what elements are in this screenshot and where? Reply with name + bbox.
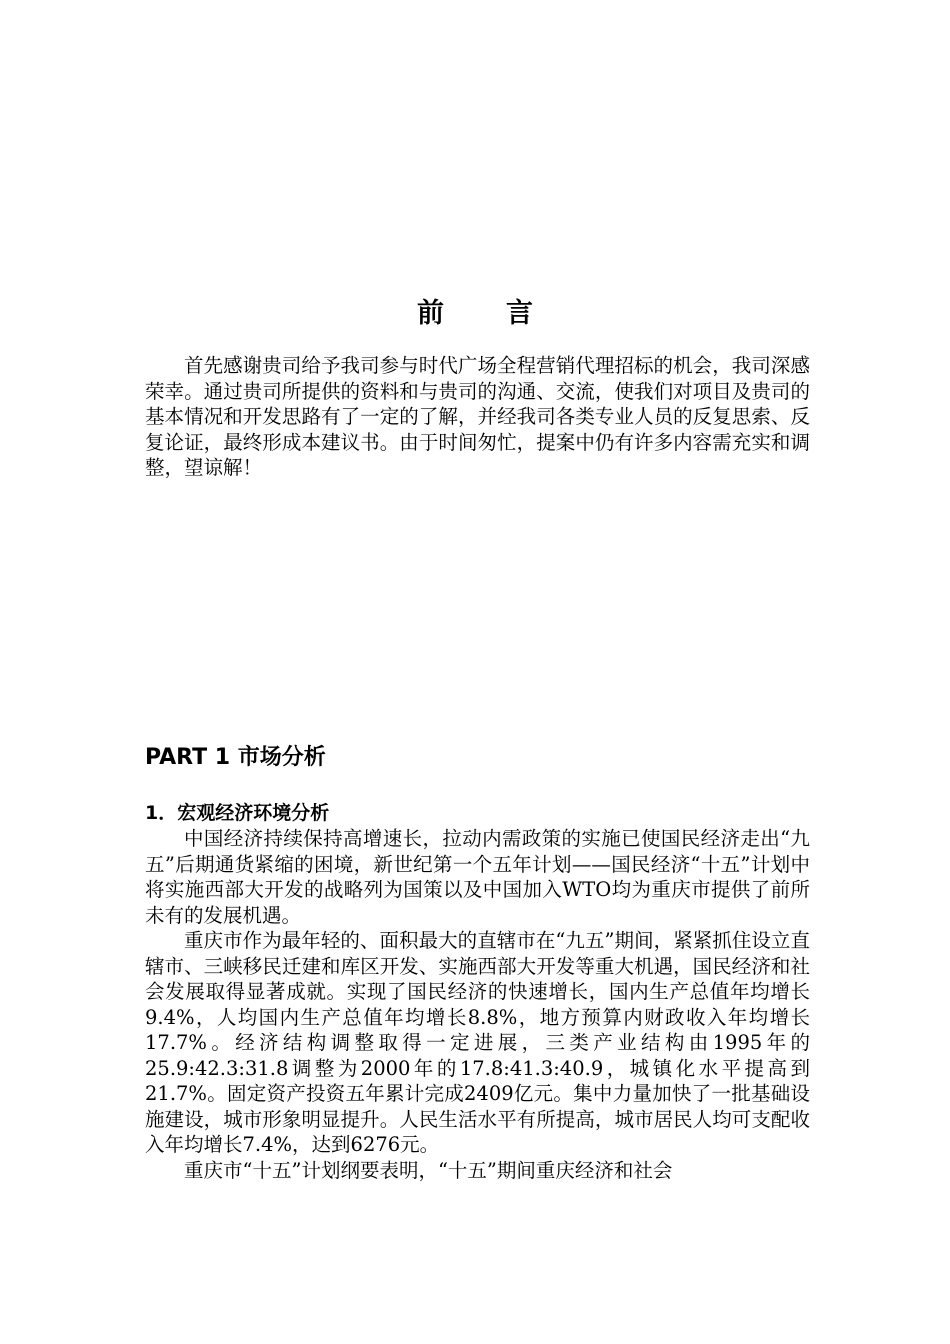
- section-paragraph-2: 重庆市作为最年轻的、面积最大的直辖市在“九五”期间，紧紧抓住设立直辖市、三峡移民迁建和库区开发、实施西部大开发等重大机遇，国民经济和社会发展取得显著成就。实现了国民经济的快速增长，国内生产总值年均增长9.4%，人均国内生产总值年均增长8.8%，地方预算内财政收入年均增长17.7%。经济结构调整取得一定进展，三类产业结构由1995年的25.9:42.3:31.8调整为2000年的17.8:41.3:40.9，城镇化水平提高到21.7%。固定资产投资五年累计完成2409亿元。集中力量加快了一批基础设施建设，城市形象明显提升。人民生活水平有所提高，城市居民人均可支配收入年均增长7.4%，达到6276元。: [145, 929, 810, 1156]
- section-paragraph-1: 中国经济持续保持高增速长，拉动内需政策的实施已使国民经济走出“九五”后期通货紧缩的困境，新世纪第一个五年计划——国民经济“十五”计划中将实施西部大开发的战略列为国策以及中国加入WTO均为重庆市提供了前所未有的发展机遇。: [145, 827, 810, 927]
- section-body: [145, 826, 810, 1183]
- preface-title: 前言: [417, 298, 595, 329]
- preface-body: [145, 353, 810, 481]
- part-heading: PART 1 市场分析: [145, 745, 326, 770]
- preface-paragraph: 首先感谢贵司给予我司参与时代广场全程营销代理招标的机会，我司深感荣幸。通过贵司所提供的资料和与贵司的沟通、交流，使我们对项目及贵司的基本情况和开发思路有了一定的了解，并经我司各类专业人员的反复思索、反复论证，最终形成本建议书。由于时间匆忙，提案中仍有许多内容需充实和调整，望谅解！: [145, 354, 810, 479]
- section-heading: 1．宏观经济环境分析: [145, 802, 330, 824]
- section-paragraph-3: 重庆市“十五”计划纲要表明，“十五”期间重庆经济和社会: [184, 1158, 673, 1182]
